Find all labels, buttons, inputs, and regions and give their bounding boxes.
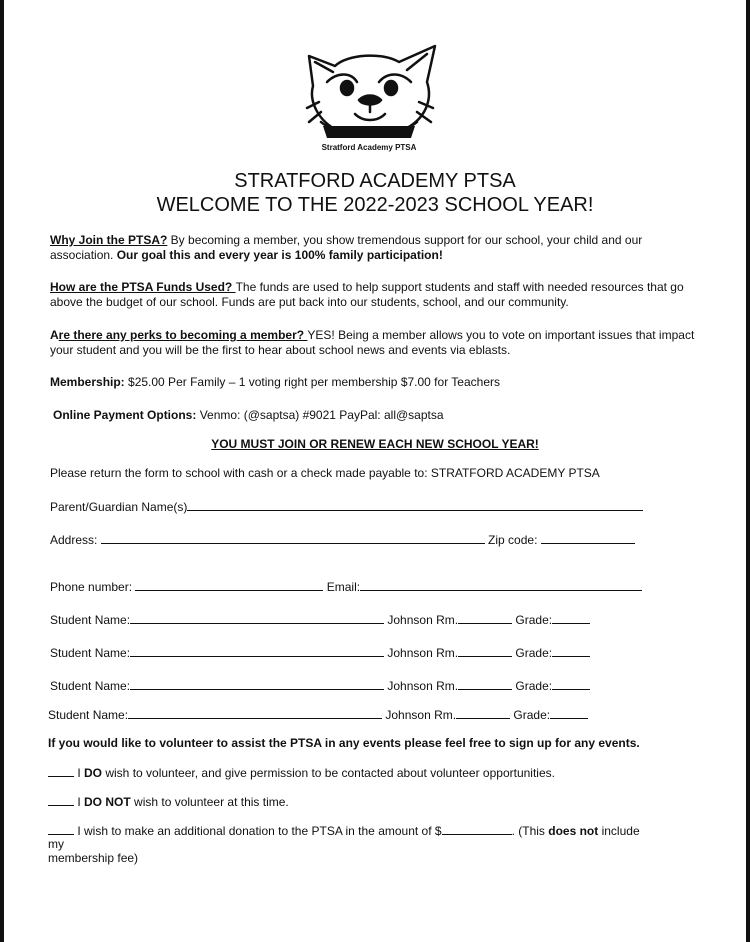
student-row <box>50 611 590 628</box>
volunteer-donot-row <box>48 793 289 810</box>
donation-text: I wish to make an additional donation to the PTSA in the amount of $ <box>74 824 442 838</box>
parent-label: Parent/Guardian Name(s) <box>50 500 188 514</box>
payment-label: Online Payment Options: <box>53 408 197 422</box>
room-label: Johnson Rm. <box>384 646 459 660</box>
grade-field[interactable] <box>552 644 590 657</box>
funds-paragraph <box>50 280 700 310</box>
wildcat-logo-icon <box>299 42 439 142</box>
renewal-notice-text: YOU MUST JOIN OR RENEW EACH NEW SCHOOL YEAR! <box>211 437 539 451</box>
donation-note-line3: membership fee) <box>48 851 139 865</box>
perks-question-initial: A <box>50 328 59 342</box>
student-row <box>50 677 590 694</box>
page-subtitle: WELCOME TO THE 2022-2023 SCHOOL YEAR! <box>156 194 594 216</box>
return-instructions: Please return the form to school with cash or a check made payable to: STRATFORD ACADEMY PTSA <box>50 466 600 480</box>
address-field[interactable] <box>101 531 485 544</box>
donation-note-start: . (This <box>511 824 549 838</box>
volunteer-donot-text: wish to volunteer at this time. <box>130 795 289 809</box>
student-name-field[interactable] <box>130 611 384 624</box>
student-name-label: Student Name: <box>48 708 129 722</box>
room-label: Johnson Rm. <box>382 708 457 722</box>
membership-text: $25.00 Per Family – 1 voting right per membership $7.00 for Teachers <box>124 375 500 389</box>
contact-row <box>50 578 642 595</box>
perks-text: YES! Being a member allows you to vote on important issues that impact your student and you will be the first to hear about school news and events via eblasts. <box>50 328 695 357</box>
room-field[interactable] <box>458 611 512 624</box>
grade-label: Grade: <box>512 646 553 660</box>
zip-label: Zip code: <box>484 533 541 547</box>
donation-row <box>48 822 640 839</box>
why-join-text: By becoming a member, you show tremendous support for our school, your child and our association. <box>50 233 643 262</box>
donation-checkbox[interactable] <box>48 822 74 835</box>
why-join-goal: Our goal this and every year is 100% family participation! <box>116 248 443 262</box>
funds-text: The funds are used to help support students and staff with needed resources that go above the budget of our school. Funds are put back into our students, school, and our community. <box>50 280 684 309</box>
funds-question: How are the PTSA Funds Used? <box>50 280 236 294</box>
payment-text: Venmo: (@saptsa) #9021 PayPal: all@saptsa <box>196 408 444 422</box>
form-page <box>4 0 746 942</box>
perks-question: re there any perks to becoming a member? <box>58 328 308 342</box>
room-field[interactable] <box>458 644 512 657</box>
donation-amount-field[interactable] <box>442 822 512 835</box>
grade-field[interactable] <box>550 706 588 719</box>
volunteer-heading: If you would like to volunteer to assist the PTSA in any events please feel free to sign up for any events. <box>48 736 640 750</box>
volunteer-do-text: wish to volunteer, and give permission to be contacted about volunteer opportunities. <box>102 766 555 780</box>
page-title: STRATFORD ACADEMY PTSA <box>234 170 516 192</box>
student-name-field[interactable] <box>130 677 384 690</box>
why-join-paragraph <box>50 233 700 263</box>
grade-label: Grade: <box>512 679 553 693</box>
volunteer-donot-prefix: I <box>74 795 85 809</box>
volunteer-do-row <box>48 764 555 781</box>
renewal-notice <box>4 437 746 452</box>
student-row <box>48 706 588 723</box>
grade-field[interactable] <box>552 677 590 690</box>
logo-caption: Stratford Academy PTSA <box>321 143 417 152</box>
membership-line <box>50 375 500 390</box>
zip-field[interactable] <box>541 531 635 544</box>
membership-label: Membership: <box>50 375 125 389</box>
email-field[interactable] <box>360 578 642 591</box>
phone-field[interactable] <box>135 578 323 591</box>
student-name-label: Student Name: <box>50 646 131 660</box>
address-row <box>50 531 635 548</box>
volunteer-donot-emphasis: DO NOT <box>84 795 131 809</box>
student-row <box>50 644 590 661</box>
address-label: Address: <box>50 533 101 547</box>
volunteer-do-prefix: I <box>74 766 85 780</box>
donation-note-emphasis: does not <box>548 824 599 838</box>
volunteer-donot-checkbox[interactable] <box>48 793 74 806</box>
parent-row <box>50 498 643 515</box>
grade-label: Grade: <box>512 613 553 627</box>
student-name-field[interactable] <box>128 706 382 719</box>
payment-line <box>53 408 444 423</box>
volunteer-do-checkbox[interactable] <box>48 764 74 777</box>
student-name-label: Student Name: <box>50 613 131 627</box>
perks-paragraph <box>50 328 700 358</box>
why-join-question: Why Join the PTSA? <box>50 233 168 247</box>
email-label: Email: <box>323 580 361 594</box>
donation-note-end: include <box>598 824 640 838</box>
student-name-label: Student Name: <box>50 679 131 693</box>
phone-label: Phone number: <box>50 580 136 594</box>
room-field[interactable] <box>458 677 512 690</box>
room-label: Johnson Rm. <box>384 679 459 693</box>
grade-label: Grade: <box>510 708 551 722</box>
grade-field[interactable] <box>552 611 590 624</box>
volunteer-do-emphasis: DO <box>84 766 103 780</box>
student-name-field[interactable] <box>130 644 384 657</box>
parent-name-field[interactable] <box>187 498 643 511</box>
room-field[interactable] <box>456 706 510 719</box>
donation-note-line2: my <box>48 837 64 851</box>
room-label: Johnson Rm. <box>384 613 459 627</box>
